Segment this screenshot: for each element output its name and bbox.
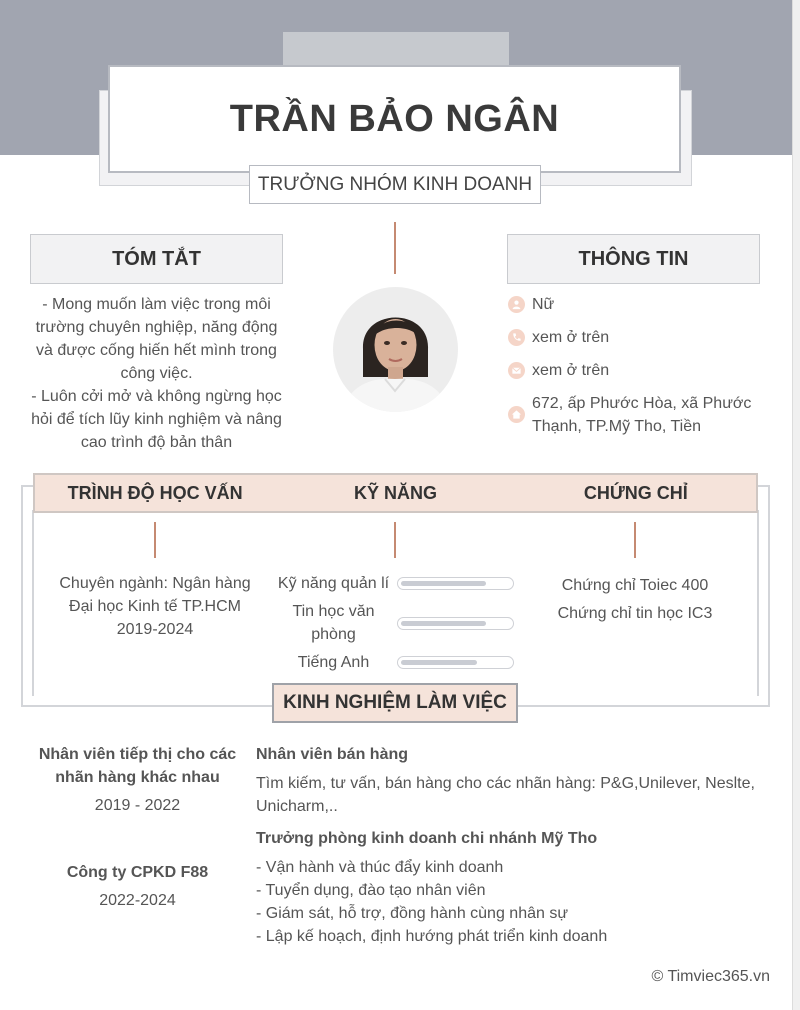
email-value: xem ở trên	[532, 362, 610, 379]
job-company: Nhân viên tiếp thị cho các nhãn hàng khác nhau	[38, 746, 237, 786]
name-card	[108, 65, 681, 173]
job-position: Trưởng phòng kinh doanh chi nhánh Mỹ Tho	[256, 830, 598, 847]
header-tab-decoration	[283, 32, 509, 68]
job-2-left	[30, 861, 245, 912]
summary-text	[30, 293, 283, 454]
frame-inner-line	[32, 510, 34, 696]
phone-icon	[508, 329, 525, 346]
skill-bar	[397, 656, 514, 669]
job-detail: - Tuyển dụng, đào tạo nhân viên	[256, 882, 486, 899]
education-divider-line	[154, 522, 156, 558]
page-edge	[792, 0, 800, 1010]
skills-divider-line	[394, 522, 396, 558]
gender-value: Nữ	[532, 296, 555, 313]
info-gender	[508, 293, 764, 316]
frame-inner-line	[757, 510, 759, 696]
avatar	[333, 287, 458, 412]
center-divider-line	[394, 222, 396, 274]
skill-bar-fill	[401, 581, 486, 586]
skill-label: Tiếng Anh	[297, 654, 370, 671]
job-period: 2022-2024	[99, 892, 176, 909]
job-1-right	[256, 743, 776, 818]
job-1-left	[30, 743, 245, 817]
certificates-heading: CHỨNG CHỈ	[583, 482, 688, 503]
summary-line: - Luôn cởi mở và không ngừng học hỏi để tích lũy kinh nghiệm và nâng cao trình độ bản thân	[31, 388, 282, 451]
certificates-divider-line	[634, 522, 636, 558]
education-school: Đại học Kinh tế TP.HCM	[69, 598, 241, 615]
job-detail: - Lập kế hoạch, định hướng phát triển kinh doanh	[256, 928, 608, 945]
person-icon	[508, 296, 525, 313]
address-value: 672, ấp Phước Hòa, xã Phước Thạnh, TP.Mỹ Tho, Tiền	[532, 395, 752, 435]
certificate-item: Chứng chỉ Toiec 400	[561, 577, 709, 594]
sections-header-band	[33, 473, 758, 513]
home-icon	[508, 406, 525, 423]
job-detail: Tìm kiếm, tư vấn, bán hàng cho các nhãn hàng: P&G,Unilever, Neslte, Unicharm,..	[256, 775, 755, 815]
skill-bar	[397, 577, 514, 590]
skill-bar-fill	[401, 660, 477, 665]
education-block	[55, 572, 255, 641]
copyright: © Timviec365.vn	[651, 968, 770, 985]
education-major: Chuyên ngành: Ngân hàng	[59, 575, 251, 592]
summary-heading: TÓM TẮT	[30, 234, 283, 284]
avatar-photo	[333, 287, 458, 412]
job-company: Công ty CPKD F88	[66, 864, 209, 881]
job-2-right	[256, 827, 776, 948]
certificates-list	[535, 572, 735, 628]
info-address	[508, 392, 764, 438]
info-email	[508, 359, 764, 382]
education-years: 2019-2024	[116, 621, 194, 638]
info-heading: THÔNG TIN	[507, 234, 760, 284]
email-icon	[508, 362, 525, 379]
job-detail: - Vận hành và thúc đẩy kinh doanh	[256, 859, 504, 876]
job-detail: - Giám sát, hỗ trợ, đồng hành cùng nhân sự	[256, 905, 569, 922]
skill-bar-fill	[401, 621, 486, 626]
job-period: 2019 - 2022	[94, 797, 181, 814]
skills-heading: KỸ NĂNG	[353, 482, 437, 503]
education-heading: TRÌNH ĐỘ HỌC VẤN	[67, 482, 243, 503]
certificate-item: Chứng chỉ tin học IC3	[557, 605, 713, 622]
summary-line: - Mong muốn làm việc trong môi trường chuyên nghiệp, năng động và được cống hiến hết mình trong công việc.	[35, 296, 278, 382]
candidate-name: TRẦN BẢO NGÂN	[229, 97, 560, 140]
info-phone	[508, 326, 764, 349]
job-position: Nhân viên bán hàng	[256, 746, 409, 763]
phone-value: xem ở trên	[532, 329, 610, 346]
skill-label: Tin học văn phòng	[292, 603, 375, 643]
skill-bar	[397, 617, 514, 630]
job-title: TRƯỞNG NHÓM KINH DOANH	[249, 165, 541, 204]
skill-label: Kỹ năng quản lí	[277, 575, 390, 592]
experience-heading: KINH NGHIỆM LÀM VIỆC	[272, 683, 518, 723]
